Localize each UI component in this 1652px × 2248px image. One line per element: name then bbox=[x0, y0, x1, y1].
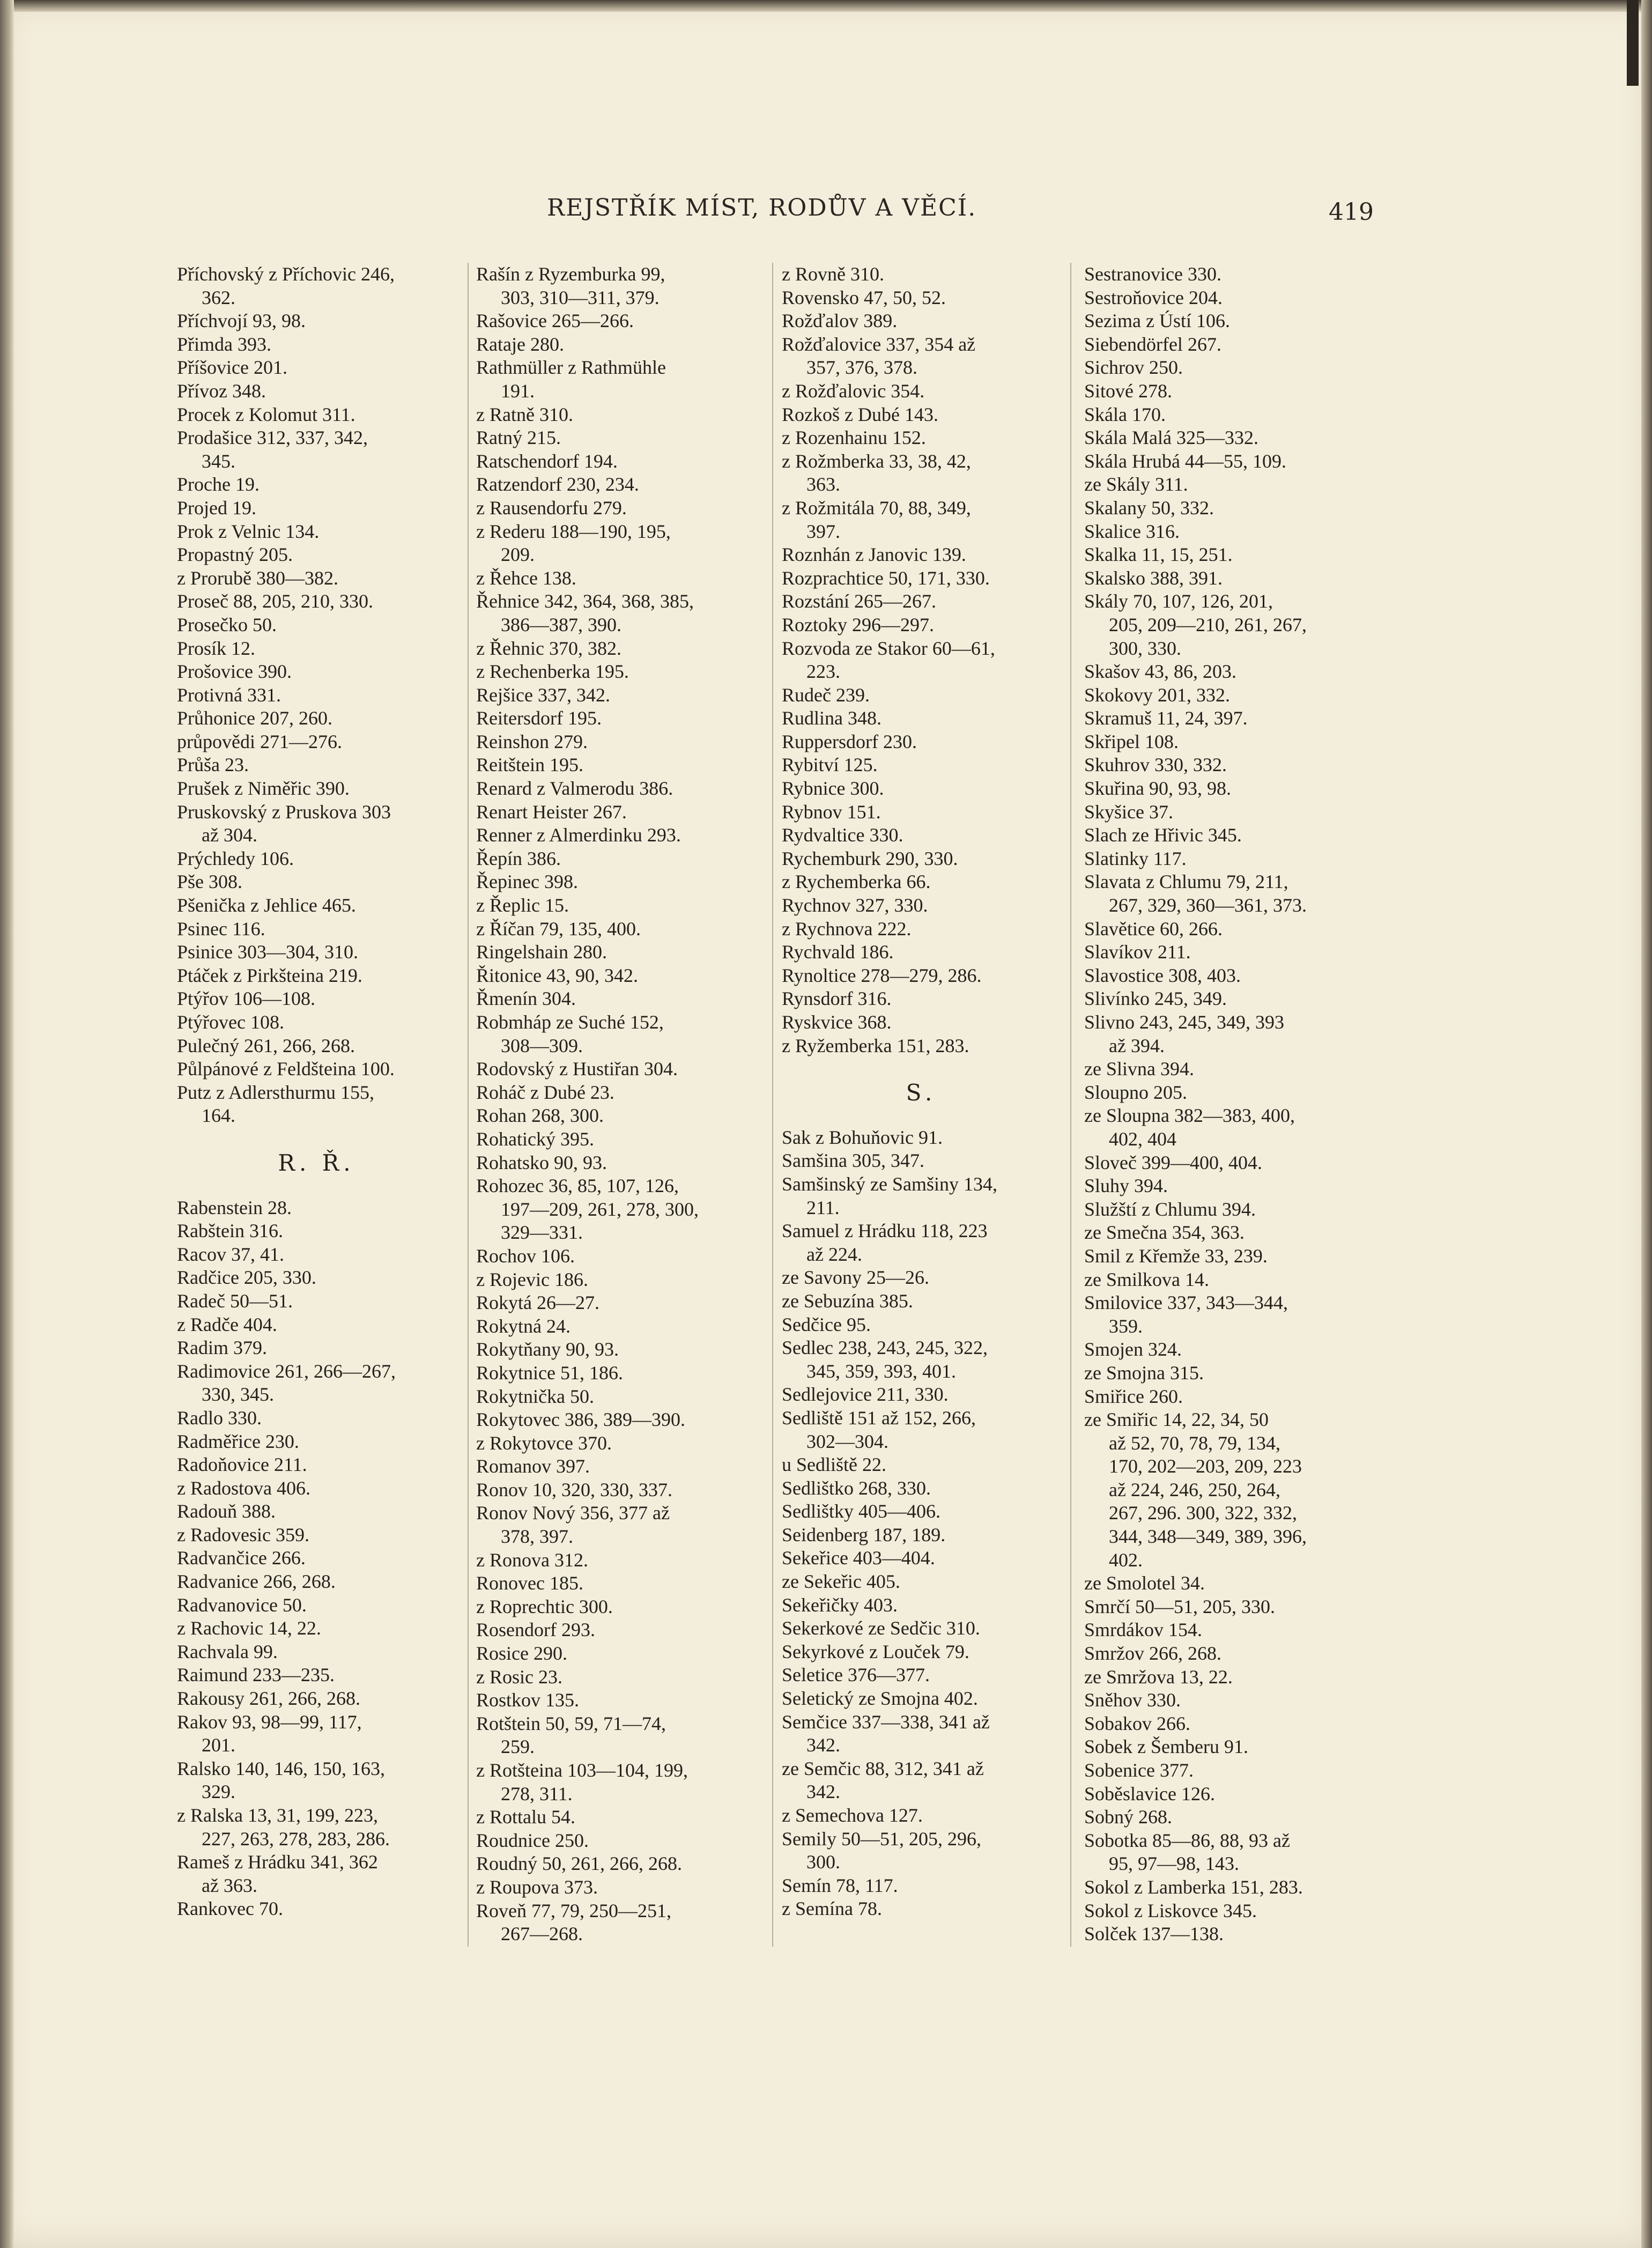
index-entry: z Řehnic 370, 382. bbox=[476, 637, 621, 659]
index-entry: Smojen 324. bbox=[1084, 1339, 1182, 1360]
index-entry: 197—209, 261, 278, 300, bbox=[501, 1198, 699, 1220]
index-entry: Slatinky 117. bbox=[1084, 847, 1187, 869]
index-entry: z Roprechtic 300. bbox=[476, 1595, 613, 1617]
index-entry: Rovensko 47, 50, 52. bbox=[782, 286, 946, 308]
index-entry: 386—387, 390. bbox=[501, 613, 621, 635]
index-entry: Rakousy 261, 266, 268. bbox=[177, 1688, 360, 1710]
index-entry: Renner z Almerdinku 293. bbox=[476, 824, 681, 846]
index-entry: Semily 50—51, 205, 296, bbox=[782, 1828, 982, 1850]
index-entry: až 52, 70, 78, 79, 134, bbox=[1109, 1432, 1280, 1454]
index-entry: Procek z Kolomut 311. bbox=[177, 403, 355, 425]
index-entry: z Rojevic 186. bbox=[476, 1268, 588, 1290]
index-entry: Rameš z Hrádku 341, 362 bbox=[177, 1851, 378, 1873]
index-entry: Rokytná 24. bbox=[476, 1315, 571, 1337]
index-entry: Skuřina 90, 93, 98. bbox=[1084, 778, 1231, 800]
index-entry: Smržov 266, 268. bbox=[1084, 1643, 1221, 1665]
index-entry: Skalsko 388, 391. bbox=[1084, 567, 1223, 589]
index-entry: 330, 345. bbox=[202, 1384, 274, 1406]
index-entry: Rokytňany 90, 93. bbox=[476, 1339, 619, 1360]
index-entry: z Rederu 188—190, 195, bbox=[476, 520, 671, 542]
index-entry: Půlpánové z Feldšteina 100. bbox=[177, 1058, 395, 1080]
index-entry: Roudný 50, 261, 266, 268. bbox=[476, 1853, 683, 1875]
index-entry: Sobotka 85—86, 88, 93 až bbox=[1084, 1829, 1290, 1851]
index-entry: z Ronova 312. bbox=[476, 1549, 588, 1571]
index-entry: Sedliště 151 až 152, 266, bbox=[782, 1407, 976, 1429]
index-entry: Sluhy 394. bbox=[1084, 1175, 1168, 1197]
index-entry: Příšovice 201. bbox=[177, 357, 287, 379]
index-entry: Rozprachtice 50, 171, 330. bbox=[782, 567, 990, 589]
index-entry: Přimda 393. bbox=[177, 333, 271, 355]
index-entry: Sestranovice 330. bbox=[1084, 263, 1221, 285]
index-entry: 278, 311. bbox=[501, 1783, 573, 1805]
index-entry: Radeč 50—51. bbox=[177, 1290, 293, 1312]
index-entry: Seletice 376—377. bbox=[782, 1664, 930, 1686]
index-entry: Roudnice 250. bbox=[476, 1829, 589, 1851]
index-entry: Sitové 278. bbox=[1084, 380, 1173, 402]
index-entry: 342. bbox=[806, 1734, 840, 1756]
index-entry: Slavětice 60, 266. bbox=[1084, 918, 1223, 940]
index-entry: Rychemburk 290, 330. bbox=[782, 847, 958, 869]
index-entry: Radlo 330. bbox=[177, 1407, 262, 1429]
index-entry: 201. bbox=[202, 1734, 235, 1756]
index-entry: Radměřice 230. bbox=[177, 1430, 299, 1452]
index-entry: Sestroňovice 204. bbox=[1084, 286, 1223, 308]
index-entry: Renart Heister 267. bbox=[476, 801, 627, 823]
index-entry: Rybitví 125. bbox=[782, 754, 878, 776]
index-entry: Rožďalovice 337, 354 až bbox=[782, 333, 976, 355]
index-entry: Sedlec 238, 243, 245, 322, bbox=[782, 1337, 988, 1359]
index-entry: z Radče 404. bbox=[177, 1313, 277, 1335]
index-entry: Prosečko 50. bbox=[177, 613, 277, 635]
index-entry: Rejšice 337, 342. bbox=[476, 684, 610, 706]
index-entry: z Ratně 310. bbox=[476, 403, 573, 425]
index-entry: z Semechova 127. bbox=[782, 1805, 923, 1826]
index-entry: Rachvala 99. bbox=[177, 1640, 278, 1662]
index-entry: Sekeřice 403—404. bbox=[782, 1547, 935, 1569]
index-entry: Solček 137—138. bbox=[1084, 1923, 1224, 1945]
index-entry: Rozstání 265—267. bbox=[782, 590, 936, 612]
column-divider bbox=[1070, 263, 1071, 1947]
index-entry: až 394. bbox=[1109, 1034, 1165, 1056]
index-entry: Rozkoš z Dubé 143. bbox=[782, 403, 938, 425]
index-entry: ze Savony 25—26. bbox=[782, 1267, 929, 1289]
index-entry: Slavíkov 211. bbox=[1084, 941, 1191, 963]
index-entry: Rodovský z Hustiřan 304. bbox=[476, 1058, 678, 1080]
book-gutter bbox=[0, 0, 14, 2248]
index-entry: Radvanice 266, 268. bbox=[177, 1571, 336, 1593]
index-entry: Řitonice 43, 90, 342. bbox=[476, 964, 638, 986]
index-entry: Samšina 305, 347. bbox=[782, 1150, 924, 1172]
index-entry: Ratzendorf 230, 234. bbox=[476, 474, 639, 496]
index-entry: Ronovec 185. bbox=[476, 1572, 583, 1594]
index-entry: Sobakov 266. bbox=[1084, 1712, 1190, 1734]
index-entry: Smrdákov 154. bbox=[1084, 1619, 1202, 1641]
index-entry: 227, 263, 278, 283, 286. bbox=[202, 1828, 390, 1850]
index-entry: 267, 296. 300, 322, 332, bbox=[1109, 1502, 1297, 1524]
index-entry: 329. bbox=[202, 1781, 235, 1803]
index-entry: Soběslavice 126. bbox=[1084, 1783, 1215, 1805]
index-entry: průpovědi 271—276. bbox=[177, 730, 342, 752]
index-entry: 362. bbox=[202, 286, 235, 308]
page-marker bbox=[1627, 0, 1639, 86]
index-entry: Smrčí 50—51, 205, 330. bbox=[1084, 1595, 1275, 1617]
index-entry: Seidenberg 187, 189. bbox=[782, 1524, 946, 1546]
right-page-edge bbox=[1641, 0, 1652, 2248]
index-entry: Skály 70, 107, 126, 201, bbox=[1084, 590, 1273, 612]
index-entry: Rataje 280. bbox=[476, 333, 564, 355]
index-entry: Prosík 12. bbox=[177, 637, 256, 659]
index-entry: 345. bbox=[202, 450, 235, 472]
index-entry: Radouň 388. bbox=[177, 1500, 276, 1522]
index-entry: 329—331. bbox=[501, 1222, 583, 1244]
index-entry: Skalka 11, 15, 251. bbox=[1084, 544, 1233, 566]
index-entry: 397. bbox=[806, 520, 840, 542]
index-entry: Smil z Křemže 33, 239. bbox=[1084, 1245, 1268, 1267]
index-entry: Proche 19. bbox=[177, 474, 260, 496]
index-entry: Skála Malá 325—332. bbox=[1084, 427, 1258, 449]
index-entry: Ratschendorf 194. bbox=[476, 450, 618, 472]
index-entry: Ruppersdorf 230. bbox=[782, 730, 917, 752]
index-entry: ze Smojna 315. bbox=[1084, 1362, 1204, 1384]
index-entry: Skřipel 108. bbox=[1084, 730, 1179, 752]
index-entry: 209. bbox=[501, 544, 535, 566]
index-entry: z Rožďalovic 354. bbox=[782, 380, 925, 402]
index-entry: Sekerkové ze Sedčic 310. bbox=[782, 1617, 980, 1639]
index-entry: z Radostova 406. bbox=[177, 1477, 310, 1499]
index-entry: Ptýřovec 108. bbox=[177, 1011, 284, 1033]
index-entry: ze Semčic 88, 312, 341 až bbox=[782, 1757, 984, 1779]
index-entry: Rohan 268, 300. bbox=[476, 1105, 604, 1127]
index-entry: 170, 202—203, 209, 223 bbox=[1109, 1455, 1302, 1477]
index-entry: 357, 376, 378. bbox=[806, 357, 917, 379]
index-entry: Smiřice 260. bbox=[1084, 1385, 1183, 1407]
index-entry: Rohatický 395. bbox=[476, 1128, 594, 1150]
index-entry: Sekyrkové z Louček 79. bbox=[782, 1640, 969, 1662]
index-entry: Pše 308. bbox=[177, 871, 243, 893]
index-entry: Proseč 88, 205, 210, 330. bbox=[177, 590, 373, 612]
index-entry: Projed 19. bbox=[177, 497, 256, 519]
index-entry: 359. bbox=[1109, 1315, 1143, 1337]
index-entry: Pulečný 261, 266, 268. bbox=[177, 1034, 355, 1056]
index-entry: ze Smečna 354, 363. bbox=[1084, 1222, 1244, 1244]
index-entry: Rabenstein 28. bbox=[177, 1196, 292, 1218]
index-entry: z Rechenberka 195. bbox=[476, 661, 629, 683]
index-entry: Řmenín 304. bbox=[476, 988, 576, 1010]
index-entry: ze Slivna 394. bbox=[1084, 1058, 1194, 1080]
index-entry: z Rottalu 54. bbox=[476, 1806, 575, 1828]
index-entry: Rosendorf 293. bbox=[476, 1619, 595, 1641]
index-entry: Příchvojí 93, 98. bbox=[177, 310, 306, 332]
index-entry: Roveň 77, 79, 250—251, bbox=[476, 1899, 671, 1921]
index-entry: Skála 170. bbox=[1084, 403, 1166, 425]
index-entry: Rathmüller z Rathmühle bbox=[476, 357, 666, 379]
index-entry: Radimovice 261, 266—267, bbox=[177, 1360, 396, 1382]
index-entry: Semín 78, 117. bbox=[782, 1874, 898, 1896]
index-entry: ze Sebuzína 385. bbox=[782, 1290, 913, 1312]
index-entry: 211. bbox=[806, 1196, 840, 1218]
index-entry: 300. bbox=[806, 1851, 840, 1873]
index-entry: Putz z Adlersthurmu 155, bbox=[177, 1081, 374, 1103]
index-entry: Sloveč 399—400, 404. bbox=[1084, 1151, 1262, 1173]
index-entry: Sobný 268. bbox=[1084, 1806, 1173, 1828]
index-entry: z Rotšteina 103—104, 199, bbox=[476, 1759, 688, 1781]
index-entry: Ptáček z Pirkšteina 219. bbox=[177, 964, 362, 986]
index-entry: Ronov Nový 356, 377 až bbox=[476, 1502, 670, 1524]
index-entry: z Rychemberka 66. bbox=[782, 871, 931, 893]
index-entry: z Rychnova 222. bbox=[782, 918, 912, 940]
index-entry: z Ryžemberka 151, 283. bbox=[782, 1034, 969, 1056]
index-entry: 344, 348—349, 389, 396, bbox=[1109, 1526, 1307, 1548]
index-entry: Rotštein 50, 59, 71—74, bbox=[476, 1712, 666, 1734]
index-entry: Rudeč 239. bbox=[782, 684, 870, 706]
index-entry: Radvančice 266. bbox=[177, 1547, 306, 1569]
index-entry: z Rausendorfu 279. bbox=[476, 497, 627, 519]
index-entry: Sobenice 377. bbox=[1084, 1759, 1194, 1781]
index-entry: z Rožmitála 70, 88, 349, bbox=[782, 497, 971, 519]
index-entry: Radoňovice 211. bbox=[177, 1454, 307, 1476]
index-entry: Příchovský z Příchovic 246, bbox=[177, 263, 395, 285]
index-entry: Slach ze Hřivic 345. bbox=[1084, 824, 1242, 846]
index-entry: Reitštein 195. bbox=[476, 754, 583, 776]
index-entry: Skalice 316. bbox=[1084, 520, 1180, 542]
index-entry: 267—268. bbox=[501, 1923, 583, 1945]
index-entry: 345, 359, 393, 401. bbox=[806, 1360, 956, 1382]
index-entry: Sedlištky 405—406. bbox=[782, 1500, 941, 1522]
index-entry: ze Smolotel 34. bbox=[1084, 1572, 1205, 1594]
index-entry: Radvanovice 50. bbox=[177, 1594, 307, 1616]
index-entry: Skašov 43, 86, 203. bbox=[1084, 661, 1237, 683]
index-entry: ze Sekeřic 405. bbox=[782, 1571, 900, 1593]
index-entry: Rašín z Ryzemburka 99, bbox=[476, 263, 665, 285]
index-entry: z Rosic 23. bbox=[476, 1666, 562, 1688]
index-entry: Rakov 93, 98—99, 117, bbox=[177, 1711, 362, 1733]
index-entry: 223. bbox=[806, 661, 840, 683]
index-entry: Rohatsko 90, 93. bbox=[476, 1151, 608, 1173]
index-entry: Rybnice 300. bbox=[782, 778, 884, 800]
index-entry: Rokytovec 386, 389—390. bbox=[476, 1409, 685, 1431]
index-entry: Rydvaltice 330. bbox=[782, 824, 903, 846]
index-entry: Rohozec 36, 85, 107, 126, bbox=[476, 1175, 679, 1197]
index-entry: Romanov 397. bbox=[476, 1455, 590, 1477]
index-entry: Sezima z Ústí 106. bbox=[1084, 310, 1230, 332]
index-entry: 303, 310—311, 379. bbox=[501, 286, 660, 308]
index-entry: z Ralska 13, 31, 199, 223, bbox=[177, 1805, 378, 1826]
index-entry: Průša 23. bbox=[177, 754, 249, 776]
index-entry: Slivno 243, 245, 349, 393 bbox=[1084, 1011, 1285, 1033]
index-entry: Ringelshain 280. bbox=[476, 941, 607, 963]
index-entry: Prušek z Niměřic 390. bbox=[177, 778, 350, 800]
index-entry: Roznhán z Janovic 139. bbox=[782, 544, 966, 566]
index-entry: Semčice 337—338, 341 až bbox=[782, 1711, 990, 1733]
index-entry: Řepín 386. bbox=[476, 847, 561, 869]
index-entry: Rokytá 26—27. bbox=[476, 1292, 599, 1314]
index-entry: Radim 379. bbox=[177, 1337, 267, 1359]
index-entry: 302—304. bbox=[806, 1430, 888, 1452]
index-entry: 363. bbox=[806, 474, 840, 496]
index-entry: ze Smilkova 14. bbox=[1084, 1268, 1209, 1290]
index-entry: Reinshon 279. bbox=[476, 730, 588, 752]
index-entry: až 304. bbox=[202, 824, 257, 846]
index-entry: Pšenička z Jehlice 465. bbox=[177, 894, 356, 916]
index-entry: z Prorubě 380—382. bbox=[177, 567, 338, 589]
index-entry: Raimund 233—235. bbox=[177, 1664, 335, 1686]
index-entry: až 224, 246, 250, 264, bbox=[1109, 1478, 1280, 1500]
index-entry: Psinec 116. bbox=[177, 918, 265, 940]
index-entry: 267, 329, 360—361, 373. bbox=[1109, 894, 1307, 916]
index-entry: 191. bbox=[501, 380, 535, 402]
index-entry: ze Sloupna 382—383, 400, bbox=[1084, 1105, 1295, 1127]
index-entry: z Radovesic 359. bbox=[177, 1524, 309, 1546]
index-entry: Samšinský ze Samšiny 134, bbox=[782, 1173, 997, 1195]
index-entry: Seletický ze Smojna 402. bbox=[782, 1688, 978, 1710]
index-entry: Racov 37, 41. bbox=[177, 1243, 284, 1265]
index-entry: Roháč z Dubé 23. bbox=[476, 1081, 614, 1103]
index-entry: Rožďalov 389. bbox=[782, 310, 898, 332]
index-entry: Renard z Valmerodu 386. bbox=[476, 778, 673, 800]
page-number: 419 bbox=[1329, 198, 1374, 226]
index-entry: ze Smržova 13, 22. bbox=[1084, 1666, 1233, 1688]
index-entry: Radčice 205, 330. bbox=[177, 1267, 316, 1289]
index-entry: Prošovice 390. bbox=[177, 661, 292, 683]
column-divider bbox=[468, 263, 469, 1947]
index-entry: Protivná 331. bbox=[177, 684, 281, 706]
index-entry: ze Smiřic 14, 22, 34, 50 bbox=[1084, 1409, 1269, 1431]
index-entry: 95, 97—98, 143. bbox=[1109, 1853, 1239, 1875]
index-entry: Rokytnička 50. bbox=[476, 1385, 594, 1407]
index-entry: z Rokytovce 370. bbox=[476, 1432, 612, 1454]
index-entry: 164. bbox=[202, 1105, 235, 1127]
index-entry: Slivínko 245, 349. bbox=[1084, 988, 1227, 1010]
index-entry: Rybnov 151. bbox=[782, 801, 881, 823]
index-entry: Rostkov 135. bbox=[476, 1689, 580, 1711]
index-entry: Sedlejovice 211, 330. bbox=[782, 1384, 949, 1406]
index-entry: Sokol z Lamberka 151, 283. bbox=[1084, 1876, 1303, 1898]
index-entry: Skramuš 11, 24, 397. bbox=[1084, 707, 1248, 729]
index-column-4 bbox=[1084, 263, 1363, 1946]
index-entry: Sichrov 250. bbox=[1084, 357, 1183, 379]
index-entry: Rokytnice 51, 186. bbox=[476, 1362, 623, 1384]
section-heading: S. bbox=[906, 1079, 937, 1106]
index-entry: Sedlištko 268, 330. bbox=[782, 1477, 931, 1499]
index-column-1 bbox=[177, 263, 456, 1921]
index-entry: 308—309. bbox=[501, 1034, 583, 1056]
running-title: REJSTŘÍK MÍST, RODŮV A VĚCÍ. bbox=[547, 194, 977, 221]
index-entry: Rochov 106. bbox=[476, 1245, 575, 1267]
section-heading: R. Ř. bbox=[278, 1149, 355, 1176]
index-entry: Průhonice 207, 260. bbox=[177, 707, 332, 729]
index-column-2 bbox=[476, 263, 755, 1946]
index-entry: z Řeplic 15. bbox=[476, 894, 569, 916]
index-entry: Prodašice 312, 337, 342, bbox=[177, 427, 368, 449]
index-entry: Rosice 290. bbox=[476, 1643, 567, 1665]
index-entry: 259. bbox=[501, 1736, 535, 1758]
index-entry: 402. bbox=[1109, 1549, 1143, 1571]
index-entry: Skuhrov 330, 332. bbox=[1084, 754, 1227, 776]
index-entry: Ryskvice 368. bbox=[782, 1011, 892, 1033]
index-entry: Sedčice 95. bbox=[782, 1313, 871, 1335]
index-entry: z Roupova 373. bbox=[476, 1876, 598, 1898]
index-entry: Skyšice 37. bbox=[1084, 801, 1173, 823]
index-entry: Sak z Bohuňovic 91. bbox=[782, 1126, 943, 1148]
index-entry: Samuel z Hrádku 118, 223 bbox=[782, 1220, 988, 1242]
index-entry: 402, 404 bbox=[1109, 1128, 1176, 1150]
index-entry: Smilovice 337, 343—344, bbox=[1084, 1292, 1288, 1314]
column-divider bbox=[772, 263, 773, 1947]
index-entry: z Rovně 310. bbox=[782, 263, 884, 285]
index-entry: Rozvoda ze Stakor 60—61, bbox=[782, 637, 995, 659]
index-entry: Robmháp ze Suché 152, bbox=[476, 1011, 664, 1033]
index-entry: Reitersdorf 195. bbox=[476, 707, 602, 729]
index-entry: Sněhov 330. bbox=[1084, 1689, 1181, 1711]
index-entry: Řepinec 398. bbox=[476, 871, 578, 893]
index-entry: Ralsko 140, 146, 150, 163, bbox=[177, 1757, 386, 1779]
index-entry: z Semína 78. bbox=[782, 1898, 882, 1920]
index-entry: Ptýřov 106—108. bbox=[177, 988, 316, 1010]
index-entry: u Sedliště 22. bbox=[782, 1454, 886, 1476]
index-entry: Rychvald 186. bbox=[782, 941, 894, 963]
index-entry: Skála Hrubá 44—55, 109. bbox=[1084, 450, 1286, 472]
index-entry: Siebendörfel 267. bbox=[1084, 333, 1221, 355]
index-entry: Prýchledy 106. bbox=[177, 847, 294, 869]
index-entry: Slavostice 308, 403. bbox=[1084, 964, 1241, 986]
index-entry: Sobek z Šemberu 91. bbox=[1084, 1736, 1248, 1758]
index-entry: Skalany 50, 332. bbox=[1084, 497, 1214, 519]
index-entry: z Řehce 138. bbox=[476, 567, 576, 589]
index-entry: Skokovy 201, 332. bbox=[1084, 684, 1231, 706]
index-entry: Pruskovský z Pruskova 303 bbox=[177, 801, 391, 823]
index-entry: 342. bbox=[806, 1781, 840, 1803]
index-entry: Psinice 303—304, 310. bbox=[177, 941, 358, 963]
index-column-3 bbox=[782, 263, 1061, 1921]
index-entry: Rankovec 70. bbox=[177, 1898, 283, 1920]
index-entry: až 363. bbox=[202, 1874, 257, 1896]
index-entry: Služští z Chlumu 394. bbox=[1084, 1198, 1256, 1220]
index-entry: až 224. bbox=[806, 1243, 862, 1265]
index-entry: Sekeřičky 403. bbox=[782, 1594, 898, 1616]
index-entry: Propastný 205. bbox=[177, 544, 293, 566]
index-entry: Rychnov 327, 330. bbox=[782, 894, 928, 916]
index-entry: Ronov 10, 320, 330, 337. bbox=[476, 1478, 673, 1500]
index-entry: Ratný 215. bbox=[476, 427, 561, 449]
index-entry: Rudlina 348. bbox=[782, 707, 881, 729]
index-entry: Rabštein 316. bbox=[177, 1220, 283, 1242]
index-entry: Sokol z Liskovce 345. bbox=[1084, 1899, 1257, 1921]
index-entry: Roztoky 296—297. bbox=[782, 613, 934, 635]
index-entry: Rynoltice 278—279, 286. bbox=[782, 964, 982, 986]
index-entry: Rynsdorf 316. bbox=[782, 988, 892, 1010]
index-entry: Přívoz 348. bbox=[177, 380, 266, 402]
index-entry: 205, 209—210, 261, 267, bbox=[1109, 613, 1307, 635]
index-entry: ze Skály 311. bbox=[1084, 474, 1188, 496]
index-entry: Sloupno 205. bbox=[1084, 1081, 1188, 1103]
index-entry: Řehnice 342, 364, 368, 385, bbox=[476, 590, 694, 612]
index-entry: z Rachovic 14, 22. bbox=[177, 1617, 321, 1639]
index-entry: 300, 330. bbox=[1109, 637, 1181, 659]
index-entry: z Říčan 79, 135, 400. bbox=[476, 918, 641, 940]
index-entry: Prok z Velnic 134. bbox=[177, 520, 320, 542]
index-entry: Slavata z Chlumu 79, 211, bbox=[1084, 871, 1288, 893]
index-entry: 378, 397. bbox=[501, 1526, 573, 1548]
top-page-edge bbox=[0, 0, 1652, 12]
index-entry: Rašovice 265—266. bbox=[476, 310, 634, 332]
index-entry: z Rožmberka 33, 38, 42, bbox=[782, 450, 971, 472]
index-entry: z Rozenhainu 152. bbox=[782, 427, 926, 449]
